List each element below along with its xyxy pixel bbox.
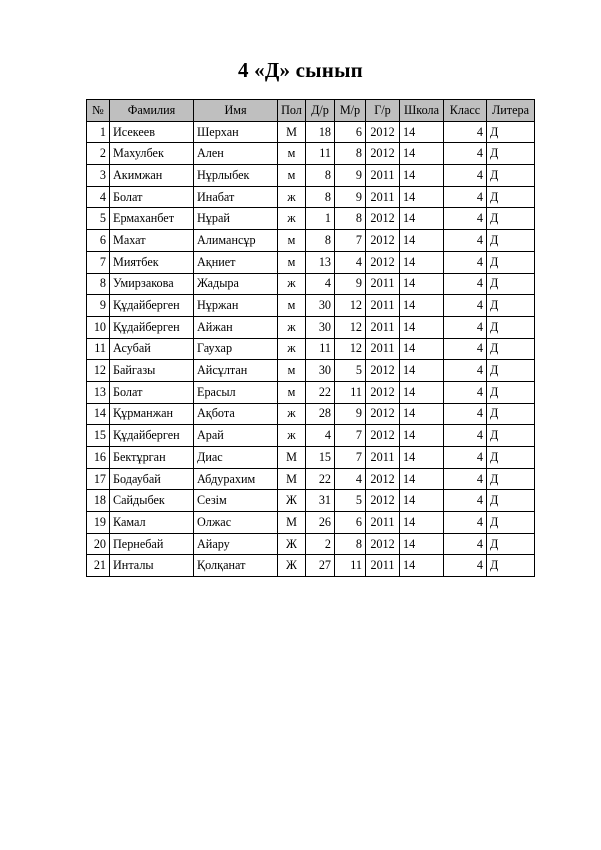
table-row — [87, 512, 535, 534]
cell-name: Диас — [194, 447, 278, 469]
table-row — [87, 143, 535, 165]
header-gender: Пол — [278, 100, 306, 122]
cell-letter: Д — [487, 447, 535, 469]
table-row — [87, 447, 535, 469]
cell-name: Қолқанат — [194, 555, 278, 577]
cell-birth-day: 30 — [306, 360, 335, 382]
cell-name: Шерхан — [194, 121, 278, 143]
cell-birth-year: 2011 — [366, 316, 400, 338]
cell-birth-month: 8 — [335, 533, 366, 555]
header-name: Имя — [194, 100, 278, 122]
cell-gender: Ж — [278, 490, 306, 512]
cell-name: Нұрлыбек — [194, 165, 278, 187]
header-school: Школа — [400, 100, 444, 122]
cell-letter: Д — [487, 208, 535, 230]
cell-school: 14 — [400, 533, 444, 555]
cell-letter: Д — [487, 143, 535, 165]
table-row — [87, 555, 535, 577]
table-row — [87, 338, 535, 360]
cell-school: 14 — [400, 338, 444, 360]
table-row — [87, 425, 535, 447]
cell-birth-month: 4 — [335, 468, 366, 490]
cell-surname: Құрманжан — [110, 403, 194, 425]
cell-letter: Д — [487, 403, 535, 425]
cell-birth-month: 8 — [335, 143, 366, 165]
cell-number: 14 — [87, 403, 110, 425]
cell-birth-month: 12 — [335, 295, 366, 317]
cell-gender: м — [278, 251, 306, 273]
cell-school: 14 — [400, 360, 444, 382]
cell-name: Ақбота — [194, 403, 278, 425]
cell-birth-month: 8 — [335, 208, 366, 230]
table-header-row — [87, 100, 535, 122]
cell-birth-month: 5 — [335, 490, 366, 512]
cell-class: 4 — [444, 425, 487, 447]
cell-school: 14 — [400, 121, 444, 143]
cell-name: Сезім — [194, 490, 278, 512]
cell-name: Ақниет — [194, 251, 278, 273]
cell-name: Олжас — [194, 512, 278, 534]
cell-birth-year: 2012 — [366, 403, 400, 425]
cell-birth-day: 22 — [306, 468, 335, 490]
cell-letter: Д — [487, 186, 535, 208]
student-table — [86, 99, 535, 577]
cell-gender: м — [278, 165, 306, 187]
cell-birth-year: 2012 — [366, 251, 400, 273]
cell-school: 14 — [400, 251, 444, 273]
cell-birth-year: 2011 — [366, 186, 400, 208]
cell-number: 10 — [87, 316, 110, 338]
cell-surname: Миятбек — [110, 251, 194, 273]
cell-letter: Д — [487, 381, 535, 403]
cell-class: 4 — [444, 512, 487, 534]
cell-name: Гаухар — [194, 338, 278, 360]
header-surname: Фамилия — [110, 100, 194, 122]
cell-gender: м — [278, 295, 306, 317]
table-row — [87, 251, 535, 273]
cell-birth-year: 2012 — [366, 381, 400, 403]
cell-letter: Д — [487, 165, 535, 187]
cell-birth-day: 2 — [306, 533, 335, 555]
cell-school: 14 — [400, 425, 444, 447]
cell-surname: Ермаханбет — [110, 208, 194, 230]
cell-birth-day: 15 — [306, 447, 335, 469]
cell-birth-month: 7 — [335, 230, 366, 252]
table-row — [87, 186, 535, 208]
cell-letter: Д — [487, 273, 535, 295]
cell-gender: М — [278, 512, 306, 534]
cell-number: 18 — [87, 490, 110, 512]
cell-school: 14 — [400, 512, 444, 534]
cell-birth-month: 6 — [335, 512, 366, 534]
cell-birth-day: 8 — [306, 165, 335, 187]
cell-gender: ж — [278, 186, 306, 208]
cell-name: Айсұлтан — [194, 360, 278, 382]
cell-number: 13 — [87, 381, 110, 403]
cell-birth-year: 2011 — [366, 273, 400, 295]
cell-birth-year: 2011 — [366, 555, 400, 577]
cell-surname: Махулбек — [110, 143, 194, 165]
cell-name: Арай — [194, 425, 278, 447]
header-birth-day: Д/р — [306, 100, 335, 122]
cell-name: Ален — [194, 143, 278, 165]
cell-birth-day: 30 — [306, 295, 335, 317]
cell-letter: Д — [487, 251, 535, 273]
table-row — [87, 468, 535, 490]
cell-school: 14 — [400, 490, 444, 512]
cell-number: 6 — [87, 230, 110, 252]
cell-number: 2 — [87, 143, 110, 165]
cell-gender: Ж — [278, 533, 306, 555]
cell-name: Айжан — [194, 316, 278, 338]
cell-birth-year: 2012 — [366, 468, 400, 490]
cell-birth-year: 2012 — [366, 425, 400, 447]
header-class: Класс — [444, 100, 487, 122]
cell-class: 4 — [444, 186, 487, 208]
cell-birth-day: 1 — [306, 208, 335, 230]
cell-name: Ерасыл — [194, 381, 278, 403]
cell-class: 4 — [444, 360, 487, 382]
cell-class: 4 — [444, 165, 487, 187]
cell-school: 14 — [400, 381, 444, 403]
cell-letter: Д — [487, 360, 535, 382]
cell-birth-month: 11 — [335, 381, 366, 403]
cell-school: 14 — [400, 316, 444, 338]
cell-birth-day: 26 — [306, 512, 335, 534]
cell-birth-year: 2012 — [366, 533, 400, 555]
table-row — [87, 230, 535, 252]
cell-gender: ж — [278, 273, 306, 295]
cell-birth-month: 9 — [335, 165, 366, 187]
cell-birth-month: 9 — [335, 186, 366, 208]
cell-gender: ж — [278, 338, 306, 360]
cell-class: 4 — [444, 555, 487, 577]
cell-number: 5 — [87, 208, 110, 230]
cell-class: 4 — [444, 208, 487, 230]
cell-gender: М — [278, 121, 306, 143]
cell-surname: Сайдыбек — [110, 490, 194, 512]
table-row — [87, 165, 535, 187]
cell-birth-day: 4 — [306, 425, 335, 447]
cell-birth-day: 4 — [306, 273, 335, 295]
cell-letter: Д — [487, 555, 535, 577]
cell-letter: Д — [487, 512, 535, 534]
cell-birth-year: 2012 — [366, 230, 400, 252]
cell-class: 4 — [444, 533, 487, 555]
cell-gender: м — [278, 230, 306, 252]
cell-birth-month: 11 — [335, 555, 366, 577]
header-birth-month: М/р — [335, 100, 366, 122]
cell-number: 7 — [87, 251, 110, 273]
cell-school: 14 — [400, 295, 444, 317]
cell-birth-month: 6 — [335, 121, 366, 143]
table-row — [87, 121, 535, 143]
cell-surname: Умирзакова — [110, 273, 194, 295]
cell-gender: Ж — [278, 555, 306, 577]
cell-class: 4 — [444, 295, 487, 317]
table-row — [87, 490, 535, 512]
cell-gender: м — [278, 143, 306, 165]
cell-number: 3 — [87, 165, 110, 187]
cell-class: 4 — [444, 230, 487, 252]
cell-letter: Д — [487, 295, 535, 317]
cell-number: 15 — [87, 425, 110, 447]
cell-school: 14 — [400, 143, 444, 165]
cell-gender: м — [278, 381, 306, 403]
table-row — [87, 403, 535, 425]
cell-letter: Д — [487, 490, 535, 512]
table-row — [87, 360, 535, 382]
cell-birth-day: 31 — [306, 490, 335, 512]
cell-surname: Бектұрган — [110, 447, 194, 469]
cell-class: 4 — [444, 490, 487, 512]
header-birth-year: Г/р — [366, 100, 400, 122]
header-letter: Литера — [487, 100, 535, 122]
cell-number: 1 — [87, 121, 110, 143]
header-number: № — [87, 100, 110, 122]
cell-number: 21 — [87, 555, 110, 577]
cell-name: Алимансұр — [194, 230, 278, 252]
cell-birth-day: 11 — [306, 338, 335, 360]
cell-birth-day: 8 — [306, 230, 335, 252]
cell-number: 9 — [87, 295, 110, 317]
cell-number: 16 — [87, 447, 110, 469]
cell-school: 14 — [400, 230, 444, 252]
cell-birth-month: 4 — [335, 251, 366, 273]
cell-surname: Махат — [110, 230, 194, 252]
cell-birth-month: 12 — [335, 316, 366, 338]
cell-number: 11 — [87, 338, 110, 360]
cell-number: 12 — [87, 360, 110, 382]
cell-letter: Д — [487, 338, 535, 360]
cell-birth-day: 11 — [306, 143, 335, 165]
cell-birth-year: 2012 — [366, 143, 400, 165]
cell-class: 4 — [444, 381, 487, 403]
cell-surname: Бодаубай — [110, 468, 194, 490]
cell-gender: М — [278, 447, 306, 469]
cell-surname: Болат — [110, 186, 194, 208]
cell-class: 4 — [444, 121, 487, 143]
table-row — [87, 295, 535, 317]
table-row — [87, 208, 535, 230]
cell-birth-year: 2012 — [366, 490, 400, 512]
cell-name: Абдурахим — [194, 468, 278, 490]
cell-surname: Байгазы — [110, 360, 194, 382]
cell-class: 4 — [444, 143, 487, 165]
cell-gender: ж — [278, 316, 306, 338]
cell-class: 4 — [444, 447, 487, 469]
cell-school: 14 — [400, 208, 444, 230]
cell-name: Айару — [194, 533, 278, 555]
cell-gender: м — [278, 360, 306, 382]
cell-school: 14 — [400, 403, 444, 425]
cell-letter: Д — [487, 316, 535, 338]
cell-gender: ж — [278, 425, 306, 447]
cell-school: 14 — [400, 447, 444, 469]
cell-letter: Д — [487, 533, 535, 555]
cell-birth-year: 2012 — [366, 208, 400, 230]
cell-surname: Құдайберген — [110, 425, 194, 447]
cell-number: 4 — [87, 186, 110, 208]
cell-class: 4 — [444, 468, 487, 490]
cell-birth-day: 18 — [306, 121, 335, 143]
cell-class: 4 — [444, 316, 487, 338]
cell-gender: ж — [278, 403, 306, 425]
cell-birth-day: 28 — [306, 403, 335, 425]
cell-birth-day: 22 — [306, 381, 335, 403]
cell-name: Нұрай — [194, 208, 278, 230]
cell-class: 4 — [444, 338, 487, 360]
cell-surname: Инталы — [110, 555, 194, 577]
cell-school: 14 — [400, 468, 444, 490]
cell-class: 4 — [444, 403, 487, 425]
table-row — [87, 316, 535, 338]
cell-birth-day: 8 — [306, 186, 335, 208]
table-row — [87, 273, 535, 295]
cell-birth-day: 13 — [306, 251, 335, 273]
cell-class: 4 — [444, 273, 487, 295]
cell-name: Нұржан — [194, 295, 278, 317]
cell-surname: Асубай — [110, 338, 194, 360]
cell-letter: Д — [487, 121, 535, 143]
cell-name: Жадыра — [194, 273, 278, 295]
cell-birth-day: 30 — [306, 316, 335, 338]
cell-school: 14 — [400, 186, 444, 208]
cell-school: 14 — [400, 555, 444, 577]
cell-birth-year: 2012 — [366, 360, 400, 382]
cell-surname: Акимжан — [110, 165, 194, 187]
cell-surname: Камал — [110, 512, 194, 534]
cell-surname: Құдайберген — [110, 295, 194, 317]
cell-birth-month: 7 — [335, 425, 366, 447]
cell-surname: Пернебай — [110, 533, 194, 555]
cell-school: 14 — [400, 273, 444, 295]
cell-birth-month: 5 — [335, 360, 366, 382]
table-row — [87, 533, 535, 555]
cell-surname: Болат — [110, 381, 194, 403]
cell-birth-year: 2011 — [366, 165, 400, 187]
cell-birth-month: 7 — [335, 447, 366, 469]
cell-number: 20 — [87, 533, 110, 555]
cell-surname: Исекеев — [110, 121, 194, 143]
cell-birth-year: 2011 — [366, 338, 400, 360]
cell-number: 19 — [87, 512, 110, 534]
cell-surname: Құдайберген — [110, 316, 194, 338]
cell-birth-year: 2011 — [366, 295, 400, 317]
cell-name: Инабат — [194, 186, 278, 208]
cell-birth-year: 2011 — [366, 512, 400, 534]
cell-birth-month: 9 — [335, 403, 366, 425]
cell-letter: Д — [487, 230, 535, 252]
cell-birth-month: 9 — [335, 273, 366, 295]
cell-number: 8 — [87, 273, 110, 295]
cell-number: 17 — [87, 468, 110, 490]
cell-birth-year: 2012 — [366, 121, 400, 143]
cell-birth-year: 2011 — [366, 447, 400, 469]
cell-gender: ж — [278, 208, 306, 230]
page-title: 4 «Д» сынып — [238, 58, 363, 82]
table-row — [87, 381, 535, 403]
cell-birth-month: 12 — [335, 338, 366, 360]
cell-letter: Д — [487, 425, 535, 447]
table-body — [87, 121, 535, 576]
cell-letter: Д — [487, 468, 535, 490]
cell-birth-day: 27 — [306, 555, 335, 577]
cell-gender: М — [278, 468, 306, 490]
cell-school: 14 — [400, 165, 444, 187]
cell-class: 4 — [444, 251, 487, 273]
